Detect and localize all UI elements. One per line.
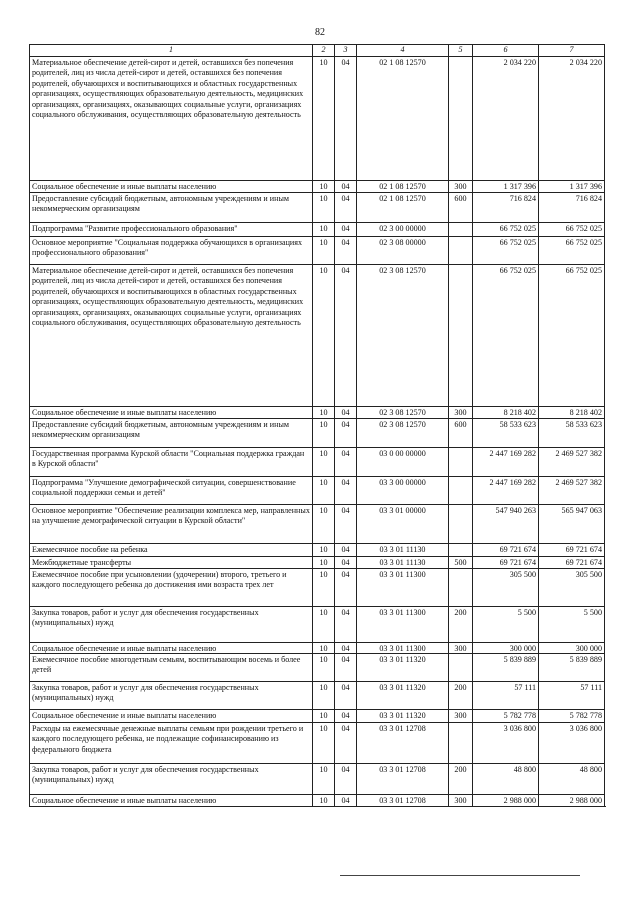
cell-amount-year-1: 547 940 263	[472, 504, 538, 543]
cell-expense-type	[448, 447, 472, 476]
cell-description: Закупка товаров, работ и услуг для обеспечения государственных (муниципальных) нужд	[29, 681, 312, 709]
cell-target-item: 03 0 00 00000	[356, 447, 448, 476]
cell-description: Закупка товаров, работ и услуг для обеспечения государственных (муниципальных) нужд	[29, 763, 312, 794]
cell-section: 10	[312, 709, 334, 722]
cell-amount-year-1: 300 000	[472, 642, 538, 653]
cell-target-item: 03 3 01 11300	[356, 606, 448, 642]
cell-expense-type: 300	[448, 642, 472, 653]
cell-subsection: 04	[334, 222, 356, 236]
cell-section: 10	[312, 556, 334, 568]
cell-description: Социальное обеспечение и иные выплаты населению	[29, 406, 312, 418]
cell-section: 10	[312, 447, 334, 476]
cell-amount-year-1: 2 988 000	[472, 794, 538, 806]
cell-expense-type	[448, 264, 472, 406]
cell-amount-year-1: 58 533 623	[472, 418, 538, 447]
cell-expense-type	[448, 653, 472, 681]
cell-subsection: 04	[334, 56, 356, 180]
table-row	[29, 192, 605, 222]
cell-subsection: 04	[334, 236, 356, 264]
cell-target-item: 02 3 08 12570	[356, 264, 448, 406]
cell-description: Основное мероприятие "Обеспечение реализации комплекса мер, направленных на улучшение демографической ситуации в Курской области"	[29, 504, 312, 543]
header-col-6: 6	[472, 44, 538, 56]
table-row	[29, 763, 605, 794]
table-row	[29, 236, 605, 264]
cell-expense-type	[448, 543, 472, 556]
cell-amount-year-1: 48 800	[472, 763, 538, 794]
cell-description: Государственная программа Курской области "Социальная поддержка граждан в Курской области"	[29, 447, 312, 476]
cell-amount-year-2: 2 988 000	[538, 794, 605, 806]
cell-description: Основное мероприятие "Социальная поддержка обучающихся в организациях профессионального образования"	[29, 236, 312, 264]
cell-expense-type	[448, 222, 472, 236]
cell-description: Расходы на ежемесячные денежные выплаты семьям при рождении третьего и каждого последующего ребенка, не подлежащие софинансированию из федерального бюджета	[29, 722, 312, 763]
cell-expense-type: 300	[448, 180, 472, 192]
cell-subsection: 04	[334, 681, 356, 709]
cell-amount-year-2: 66 752 025	[538, 264, 605, 406]
cell-amount-year-2: 66 752 025	[538, 236, 605, 264]
cell-section: 10	[312, 222, 334, 236]
cell-section: 10	[312, 56, 334, 180]
cell-subsection: 04	[334, 418, 356, 447]
cell-section: 10	[312, 418, 334, 447]
cell-subsection: 04	[334, 476, 356, 504]
cell-section: 10	[312, 606, 334, 642]
cell-subsection: 04	[334, 447, 356, 476]
cell-expense-type	[448, 722, 472, 763]
cell-expense-type: 600	[448, 418, 472, 447]
cell-section: 10	[312, 794, 334, 806]
cell-subsection: 04	[334, 406, 356, 418]
page-number: 82	[315, 27, 325, 38]
cell-description: Социальное обеспечение и иные выплаты населению	[29, 794, 312, 806]
cell-subsection: 04	[334, 264, 356, 406]
table-row	[29, 543, 605, 556]
table-row	[29, 642, 605, 653]
cell-section: 10	[312, 653, 334, 681]
cell-description: Ежемесячное пособие на ребенка	[29, 543, 312, 556]
cell-description: Социальное обеспечение и иные выплаты населению	[29, 642, 312, 653]
cell-target-item: 03 3 01 11130	[356, 556, 448, 568]
cell-subsection: 04	[334, 192, 356, 222]
table-row	[29, 180, 605, 192]
cell-amount-year-2: 305 500	[538, 568, 605, 606]
cell-section: 10	[312, 476, 334, 504]
cell-description: Ежемесячное пособие многодетным семьям, воспитывающим восемь и более детей	[29, 653, 312, 681]
cell-subsection: 04	[334, 556, 356, 568]
cell-amount-year-1: 305 500	[472, 568, 538, 606]
cell-amount-year-1: 716 824	[472, 192, 538, 222]
cell-description: Подпрограмма "Развитие профессионального образования"	[29, 222, 312, 236]
table-row	[29, 504, 605, 543]
cell-section: 10	[312, 763, 334, 794]
header-col-5: 5	[448, 44, 472, 56]
cell-description: Материальное обеспечение детей-сирот и детей, оставшихся без попечения родителей, лиц из числа детей-сирот и детей, оставшихся без попечения родителей, обучающихся и воспитывающихся в областных государственных организациях, осуществляющих образовательную деятельность, медицинских организациях, организациях, оказывающих социальные услуги, организациях социального обслуживания, осуществляющих образовательную деятельность	[29, 264, 312, 406]
cell-expense-type	[448, 56, 472, 180]
cell-target-item: 02 1 08 12570	[356, 192, 448, 222]
cell-expense-type	[448, 504, 472, 543]
cell-subsection: 04	[334, 709, 356, 722]
cell-amount-year-2: 716 824	[538, 192, 605, 222]
cell-expense-type: 500	[448, 556, 472, 568]
cell-amount-year-2: 48 800	[538, 763, 605, 794]
header-col-7: 7	[538, 44, 605, 56]
cell-amount-year-2: 57 111	[538, 681, 605, 709]
cell-subsection: 04	[334, 642, 356, 653]
cell-expense-type	[448, 568, 472, 606]
table-row	[29, 264, 605, 406]
cell-description: Социальное обеспечение и иные выплаты населению	[29, 709, 312, 722]
cell-description: Межбюджетные трансферты	[29, 556, 312, 568]
cell-amount-year-2: 5 782 778	[538, 709, 605, 722]
cell-target-item: 03 3 01 11300	[356, 568, 448, 606]
cell-description: Ежемесячное пособие при усыновлении (удочерении) второго, третьего и каждого последующего ребенка до достижения ими возраста трех лет	[29, 568, 312, 606]
cell-amount-year-1: 5 782 778	[472, 709, 538, 722]
cell-target-item: 02 3 08 00000	[356, 236, 448, 264]
cell-amount-year-2: 3 036 800	[538, 722, 605, 763]
cell-amount-year-2: 66 752 025	[538, 222, 605, 236]
cell-section: 10	[312, 681, 334, 709]
cell-amount-year-1: 66 752 025	[472, 264, 538, 406]
cell-subsection: 04	[334, 722, 356, 763]
header-col-3: 3	[334, 44, 356, 56]
cell-amount-year-1: 5 839 889	[472, 653, 538, 681]
cell-section: 10	[312, 192, 334, 222]
cell-target-item: 03 3 01 11130	[356, 543, 448, 556]
cell-amount-year-2: 5 839 889	[538, 653, 605, 681]
cell-target-item: 03 3 01 12708	[356, 763, 448, 794]
cell-expense-type: 600	[448, 192, 472, 222]
cell-expense-type: 300	[448, 709, 472, 722]
cell-amount-year-2: 69 721 674	[538, 543, 605, 556]
cell-target-item: 02 3 00 00000	[356, 222, 448, 236]
cell-target-item: 03 3 01 12708	[356, 794, 448, 806]
cell-amount-year-2: 1 317 396	[538, 180, 605, 192]
table-row	[29, 447, 605, 476]
cell-amount-year-2: 5 500	[538, 606, 605, 642]
cell-subsection: 04	[334, 653, 356, 681]
scan-edge-line	[340, 875, 580, 876]
cell-target-item: 02 1 08 12570	[356, 56, 448, 180]
table-row	[29, 476, 605, 504]
cell-expense-type: 200	[448, 763, 472, 794]
budget-table	[29, 44, 605, 806]
cell-amount-year-1: 66 752 025	[472, 236, 538, 264]
cell-amount-year-2: 58 533 623	[538, 418, 605, 447]
cell-subsection: 04	[334, 606, 356, 642]
cell-expense-type: 300	[448, 794, 472, 806]
cell-section: 10	[312, 180, 334, 192]
table-row	[29, 418, 605, 447]
table-bottom-border	[29, 806, 606, 807]
cell-amount-year-1: 2 447 169 282	[472, 476, 538, 504]
cell-section: 10	[312, 406, 334, 418]
table-row	[29, 222, 605, 236]
cell-subsection: 04	[334, 504, 356, 543]
cell-subsection: 04	[334, 568, 356, 606]
cell-target-item: 02 3 08 12570	[356, 418, 448, 447]
header-col-1: 1	[29, 44, 312, 56]
cell-target-item: 03 3 01 00000	[356, 504, 448, 543]
cell-amount-year-2: 69 721 674	[538, 556, 605, 568]
cell-target-item: 03 3 00 00000	[356, 476, 448, 504]
cell-amount-year-1: 8 218 402	[472, 406, 538, 418]
table-row	[29, 606, 605, 642]
cell-amount-year-2: 300 000	[538, 642, 605, 653]
column-number-header	[29, 44, 605, 56]
cell-description: Социальное обеспечение и иные выплаты населению	[29, 180, 312, 192]
cell-amount-year-1: 5 500	[472, 606, 538, 642]
cell-expense-type: 200	[448, 606, 472, 642]
cell-amount-year-2: 8 218 402	[538, 406, 605, 418]
table-row	[29, 709, 605, 722]
table-row	[29, 681, 605, 709]
cell-expense-type	[448, 476, 472, 504]
cell-section: 10	[312, 642, 334, 653]
table-row	[29, 653, 605, 681]
cell-section: 10	[312, 236, 334, 264]
table-row	[29, 406, 605, 418]
cell-subsection: 04	[334, 543, 356, 556]
cell-amount-year-1: 1 317 396	[472, 180, 538, 192]
cell-section: 10	[312, 504, 334, 543]
cell-amount-year-2: 2 469 527 382	[538, 476, 605, 504]
cell-expense-type	[448, 236, 472, 264]
cell-description: Подпрограмма "Улучшение демографической ситуации, совершенствование социальной поддержки семьи и детей"	[29, 476, 312, 504]
cell-amount-year-1: 57 111	[472, 681, 538, 709]
cell-amount-year-2: 2 469 527 382	[538, 447, 605, 476]
cell-amount-year-1: 69 721 674	[472, 556, 538, 568]
cell-target-item: 03 3 01 11320	[356, 709, 448, 722]
cell-subsection: 04	[334, 180, 356, 192]
cell-section: 10	[312, 568, 334, 606]
cell-amount-year-1: 2 034 220	[472, 56, 538, 180]
cell-expense-type: 300	[448, 406, 472, 418]
cell-subsection: 04	[334, 794, 356, 806]
cell-target-item: 02 3 08 12570	[356, 406, 448, 418]
cell-section: 10	[312, 264, 334, 406]
cell-description: Закупка товаров, работ и услуг для обеспечения государственных (муниципальных) нужд	[29, 606, 312, 642]
cell-description: Предоставление субсидий бюджетным, автономным учреждениям и иным некоммерческим организациям	[29, 192, 312, 222]
table-row	[29, 794, 605, 806]
header-col-4: 4	[356, 44, 448, 56]
cell-target-item: 03 3 01 11300	[356, 642, 448, 653]
cell-amount-year-2: 2 034 220	[538, 56, 605, 180]
cell-amount-year-1: 66 752 025	[472, 222, 538, 236]
table-row	[29, 56, 605, 180]
cell-amount-year-1: 3 036 800	[472, 722, 538, 763]
header-col-2: 2	[312, 44, 334, 56]
table-row	[29, 722, 605, 763]
table-row	[29, 556, 605, 568]
cell-description: Материальное обеспечение детей-сирот и детей, оставшихся без попечения родителей, лиц из числа детей-сирот и детей, оставшихся без попечения родителей, обучающихся и воспитывающихся и областных государственных организациях, осуществляющих образовательную деятельность, медицинских организациях, организациях, оказывающих социальные услуги, организациях социального обслуживания, осуществляющих образовательную деятельность	[29, 56, 312, 180]
cell-section: 10	[312, 543, 334, 556]
cell-description: Предоставление субсидий бюджетным, автономным учреждениям и иным некоммерческим организациям	[29, 418, 312, 447]
cell-expense-type: 200	[448, 681, 472, 709]
cell-amount-year-1: 2 447 169 282	[472, 447, 538, 476]
cell-target-item: 03 3 01 11320	[356, 681, 448, 709]
cell-target-item: 03 3 01 11320	[356, 653, 448, 681]
cell-target-item: 03 3 01 12708	[356, 722, 448, 763]
cell-amount-year-2: 565 947 063	[538, 504, 605, 543]
table-row	[29, 568, 605, 606]
cell-target-item: 02 1 08 12570	[356, 180, 448, 192]
cell-section: 10	[312, 722, 334, 763]
cell-subsection: 04	[334, 763, 356, 794]
cell-amount-year-1: 69 721 674	[472, 543, 538, 556]
